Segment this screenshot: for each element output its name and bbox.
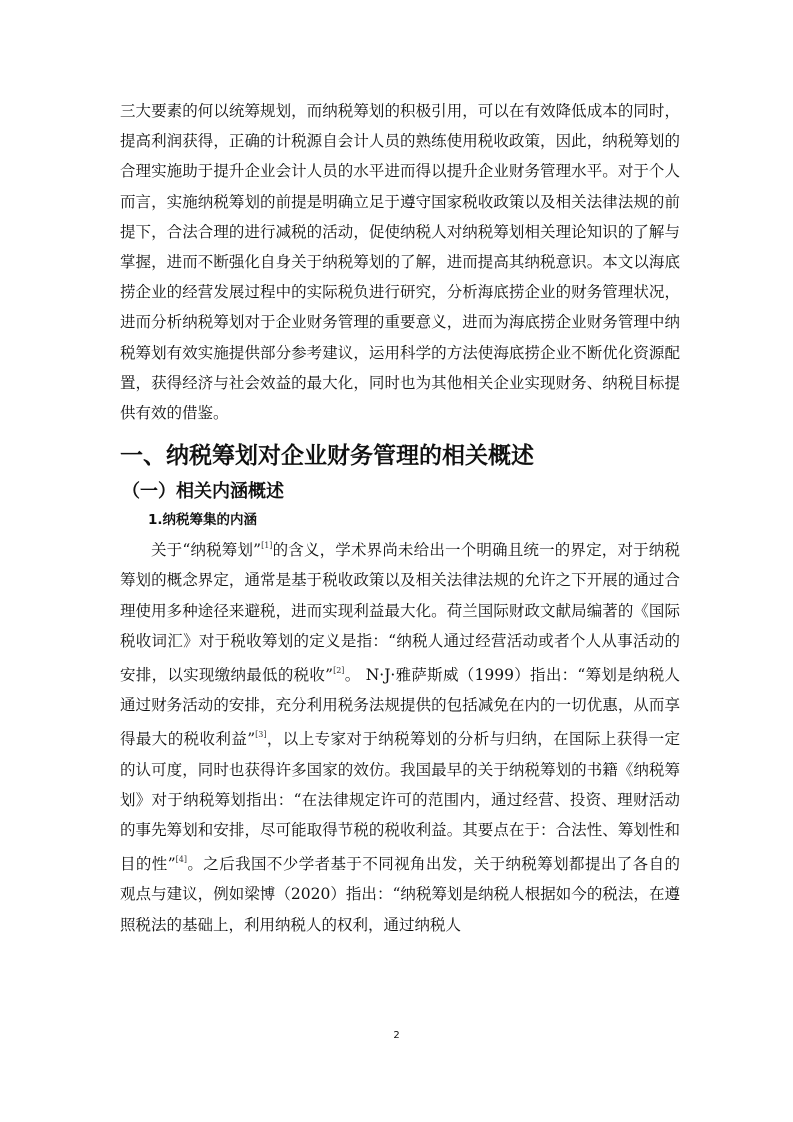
body-paragraph bbox=[120, 531, 680, 940]
subsubsection-heading: 1.纳税筹集的内涵 bbox=[148, 512, 258, 529]
citation-2: [2] bbox=[333, 666, 345, 676]
body-text-5: 。之后我国不少学者基于不同视角出发，关于纳税筹划都提出了各自的观点与建议，例如梁博（2020）指出：“纳税筹划是纳税人根据如今的税法，在遵照税法的基础上，利用纳税人的权利，通过纳税人 bbox=[120, 855, 680, 934]
citation-3: [3] bbox=[255, 730, 267, 740]
intro-paragraph: 三大要素的何以统筹规划，而纳税筹划的积极引用，可以在有效降低成本的同时，提高利润获得，正确的计税源自会计人员的熟练使用税收政策，因此，纳税筹划的合理实施助于提升企业会计人员的水平进而得以提升企业财务管理水平。对于个人而言，实施纳税筹划的前提是明确立足于遵守国家税收政策以及相关法律法规的前提下，合法合理的进行减税的活动，促使纳税人对纳税筹划相关理论知识的了解与掌握，进而不断强化自身关于纳税筹划的了解，进而提高其纳税意识。本文以海底捞企业的经营发展过程中的实际税负进行研究，分析海底捞企业的财务管理状况，进而分析纳税筹划对于企业财务管理的重要意义，进而为海底捞企业财务管理中纳税筹划有效实施提供部分参考建议，运用科学的方法使海底捞企业不断优化资源配置，获得经济与社会效益的最大化，同时也为其他相关企业实现财务、纳税目标提供有效的借鉴。 bbox=[120, 102, 680, 423]
body-text-1: 关于“纳税筹划” bbox=[151, 541, 262, 560]
body-text-3: 。 N·J·雅萨斯威（1999）指出：“筹划是纳税人通过财务活动的安排，充分利用税务法规提供的包括减免在内的一切优惠，从而享得最大的税收利益” bbox=[120, 666, 680, 749]
body-text-2: 的含义，学术界尚未给出一个明确且统一的界定，对于纳税筹划的概念界定，通常是基于税收政策以及相关法律法规的允许之下开展的通过合理使用多种途径来避税，进而实现利益最大化。荷兰国际财政文献局编著的《国际税收词汇》对于税收筹划的定义是指：“纳税人通过经营活动或者个人从事活动的安排，以实现缴纳最低的税收” bbox=[120, 541, 680, 685]
section-heading: 一、纳税筹划对企业财务管理的相关概述 bbox=[120, 443, 534, 470]
page-number: 2 bbox=[393, 1030, 400, 1041]
body-text-4: ，以上专家对于纳税筹划的分析与归纳，在国际上获得一定的认可度，同时也获得许多国家的效仿。我国最早的关于纳税筹划的书籍《纳税筹划》对于纳税筹划指出：“在法律规定许可的范围内，通过经营、投资、理财活动的事先筹划和安排，尽可能取得节税的税收利益。其要点在于：合法性、筹划性和目的性” bbox=[120, 730, 680, 874]
citation-4: [4] bbox=[175, 855, 187, 865]
citation-1: [1] bbox=[261, 541, 273, 551]
page-content bbox=[120, 96, 680, 940]
subsection-heading: （一）相关内涵概述 bbox=[122, 481, 284, 503]
